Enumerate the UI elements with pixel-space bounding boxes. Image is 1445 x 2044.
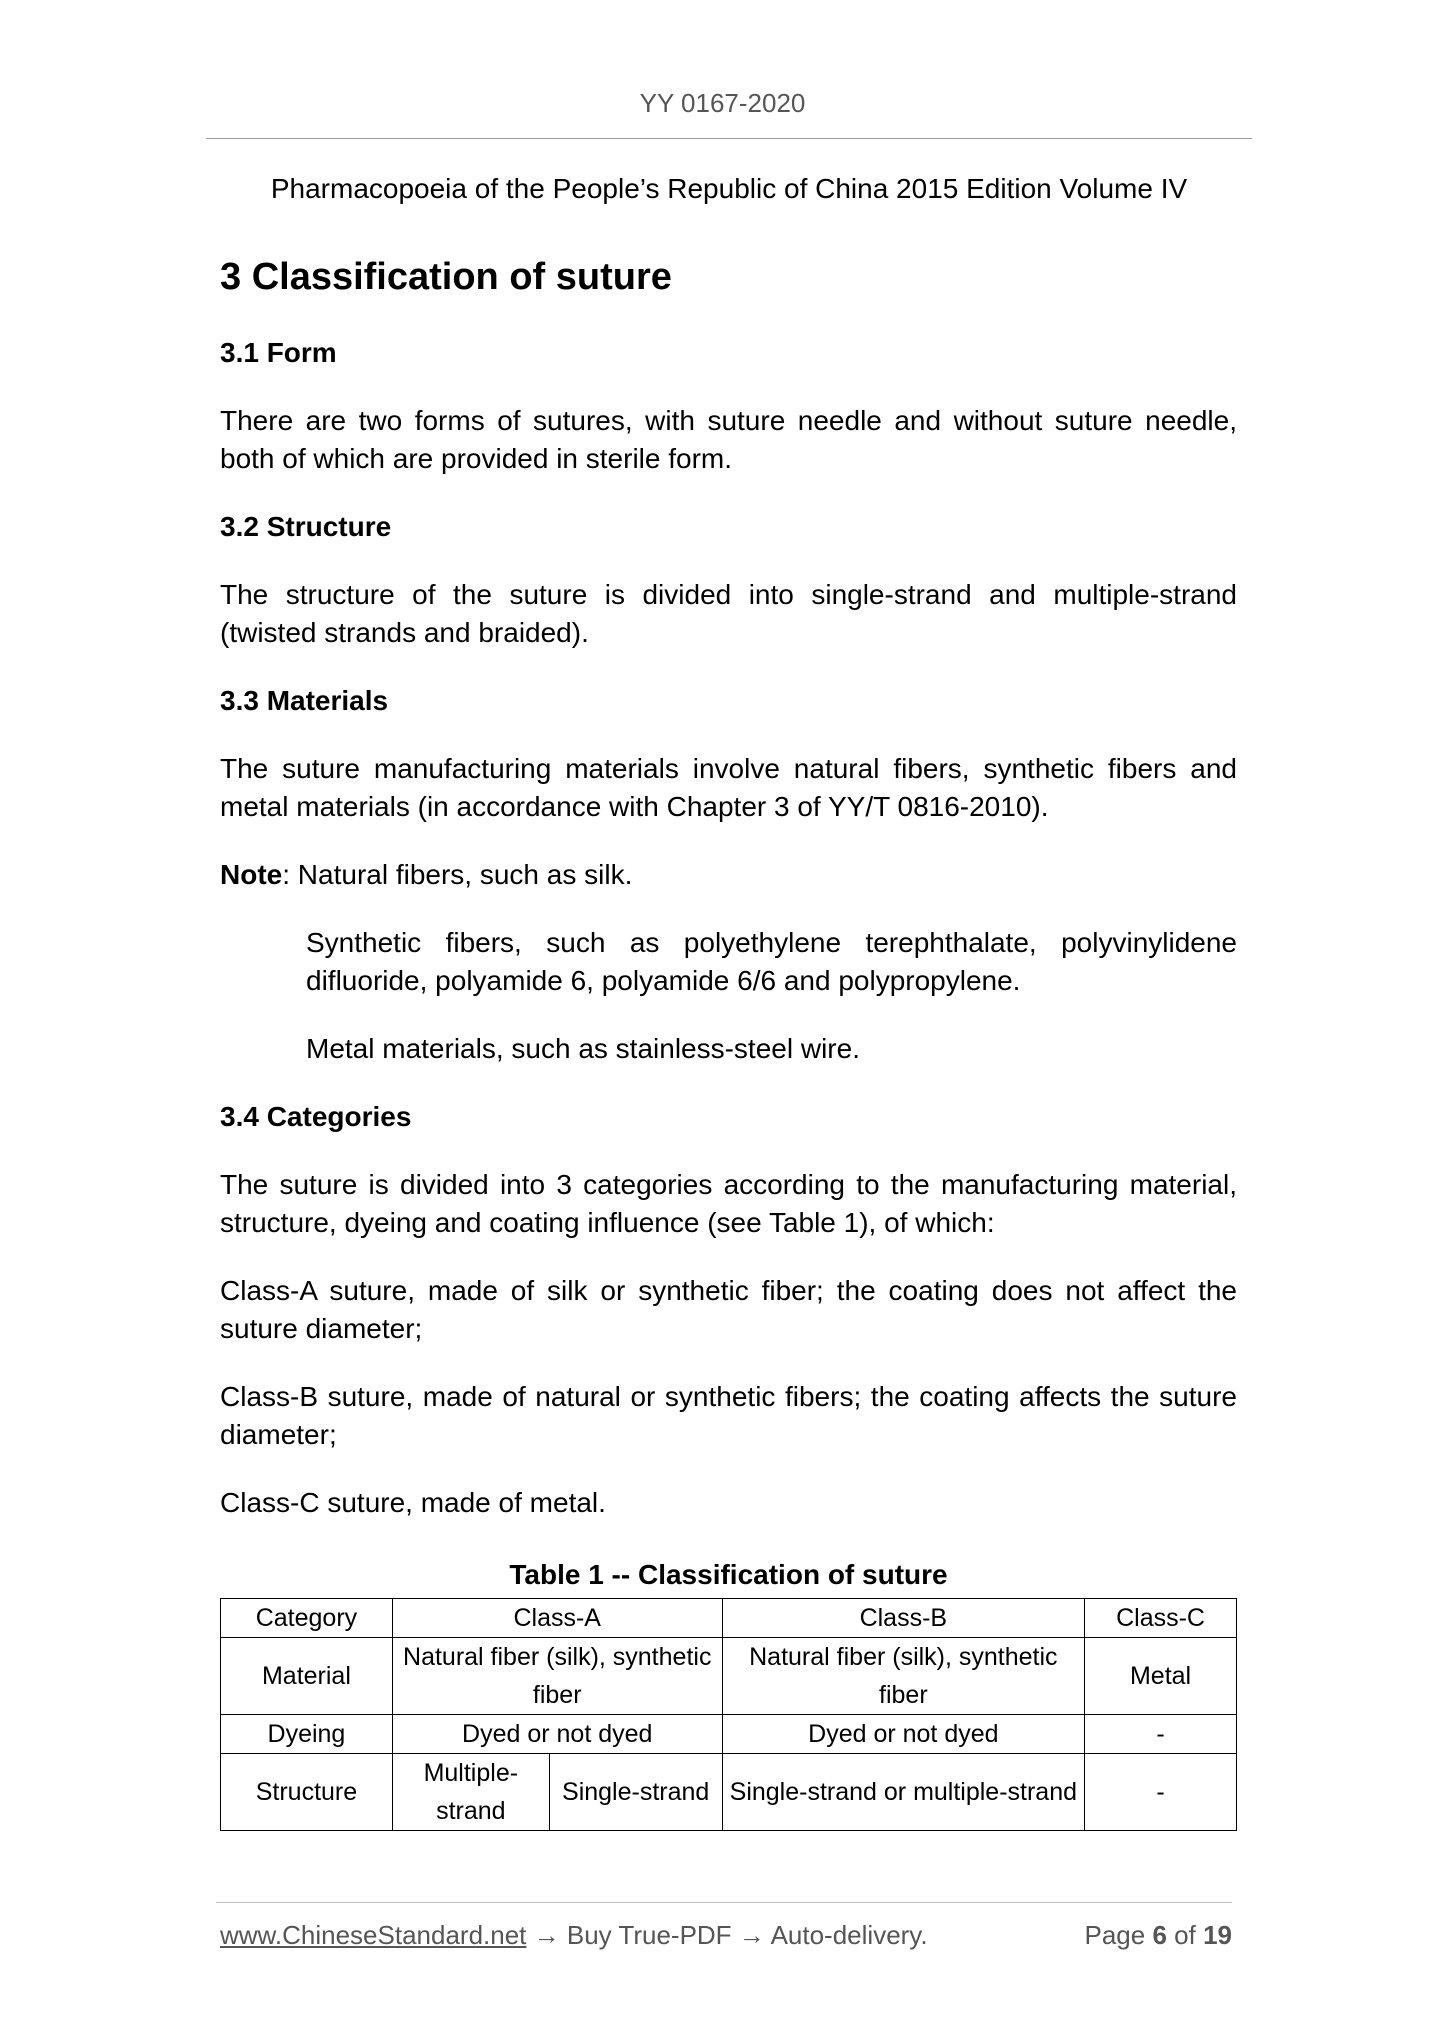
- table-cell: Dyed or not dyed: [722, 1715, 1085, 1754]
- heading-categories: 3.4 Categories: [220, 1101, 412, 1132]
- table-cell: Dyeing: [221, 1715, 393, 1754]
- table-cell: Material: [221, 1638, 393, 1715]
- table-cell: -: [1085, 1715, 1237, 1754]
- main-content: [220, 252, 1237, 1522]
- note-label: Note: [220, 859, 283, 890]
- header-divider: [206, 138, 1252, 139]
- class-a-text: Class-A suture, made of silk or synthetic fiber; the coating does not affect the suture diameter;: [220, 1275, 1237, 1344]
- heading-materials: 3.3 Materials: [220, 685, 389, 716]
- table-cell: Single-strand or multiple-strand: [722, 1754, 1085, 1831]
- table-caption: Table 1 -- Classification of suture: [509, 1559, 948, 1590]
- table-row: [221, 1715, 1237, 1754]
- table-cell: Structure: [221, 1754, 393, 1831]
- table-cell: Natural fiber (silk), synthetic fiber: [392, 1638, 722, 1715]
- footer-divider: [216, 1902, 1232, 1903]
- site-link[interactable]: www.ChineseStandard.net: [220, 1920, 527, 1950]
- classification-table: [220, 1598, 1237, 1831]
- table-cell: Dyed or not dyed: [392, 1715, 722, 1754]
- note-line: [220, 856, 1237, 894]
- class-b-text: Class-B suture, made of natural or synthetic fibers; the coating affects the suture diameter;: [220, 1381, 1237, 1450]
- heading-form: 3.1 Form: [220, 337, 337, 368]
- table-cell: Category: [221, 1599, 393, 1638]
- table-cell: Metal: [1085, 1638, 1237, 1715]
- footer-left: [220, 1920, 928, 1951]
- table-cell: Multiple-strand: [392, 1754, 549, 1831]
- form-text: There are two forms of sutures, with suture needle and without suture needle, both of which are provided in sterile form.: [220, 405, 1237, 474]
- page-label: Page: [1084, 1920, 1146, 1950]
- categories-text: The suture is divided into 3 categories according to the manufacturing material, structure, dyeing and coating influence (see Table 1), of which:: [220, 1169, 1237, 1238]
- table-cell: Class-B: [722, 1599, 1085, 1638]
- page-of: of: [1174, 1920, 1196, 1950]
- document-code: YY 0167-2020: [639, 88, 806, 118]
- note-synthetic: Synthetic fibers, such as polyethylene terephthalate, polyvinylidene difluoride, polyamide 6, polyamide 6/6 and polypropylene.: [306, 927, 1237, 996]
- table-row: [221, 1599, 1237, 1638]
- table-row: [221, 1754, 1237, 1831]
- table-cell: -: [1085, 1754, 1237, 1831]
- page-indicator: [1084, 1920, 1232, 1951]
- page-total: 19: [1203, 1920, 1232, 1950]
- class-c-text: Class-C suture, made of metal.: [220, 1487, 606, 1518]
- materials-text: The suture manufacturing materials involve natural fibers, synthetic fibers and metal materials (in accordance with Chapter 3 of YY/T 0816-2010).: [220, 753, 1237, 822]
- page-current: 6: [1152, 1920, 1167, 1950]
- footer: [220, 1920, 1232, 1951]
- reference-line: Pharmacopoeia of the People’s Republic of China 2015 Edition Volume IV: [270, 173, 1188, 204]
- heading-structure: 3.2 Structure: [220, 511, 392, 542]
- footer-tagline: → Buy True-PDF → Auto-delivery.: [526, 1920, 928, 1950]
- note-metal: Metal materials, such as stainless-steel wire.: [306, 1033, 860, 1064]
- table-cell: Natural fiber (silk), synthetic fiber: [722, 1638, 1085, 1715]
- table-cell: Class-C: [1085, 1599, 1237, 1638]
- table-row: [221, 1638, 1237, 1715]
- section-title: 3 Classification of suture: [220, 256, 672, 298]
- table-cell: Single-strand: [549, 1754, 722, 1831]
- note-natural: : Natural fibers, such as silk.: [282, 859, 633, 890]
- structure-text: The structure of the suture is divided into single-strand and multiple-strand (twisted strands and braided).: [220, 579, 1237, 648]
- table-cell: Class-A: [392, 1599, 722, 1638]
